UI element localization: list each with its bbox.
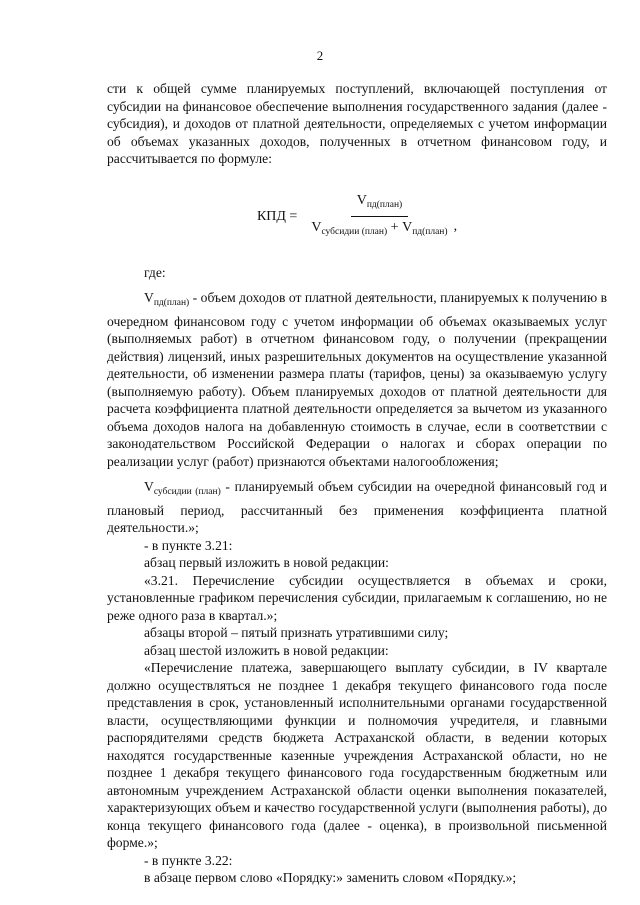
- definition-vpd: [107, 289, 607, 470]
- definition-vsubsidy: [107, 478, 607, 537]
- formula-den-sub1: субсидии (план): [321, 227, 388, 237]
- item-3-21-a: абзац первый изложить в новой редакции:: [144, 555, 389, 570]
- formula-den-var1: V: [311, 220, 322, 235]
- formula-num-sub: пд(план): [366, 199, 403, 210]
- formula-lhs: КПД =: [256, 208, 298, 224]
- formula-den-var2: V: [402, 220, 413, 235]
- formula-fraction: [305, 192, 453, 242]
- page-number: 2: [316, 48, 324, 63]
- item-3-21-b: «3.21. Перечисление субсидии осуществляется в объемах и сроки, установленные графиком перечисления субсидии, прилагаемым к соглашению, но не реже одного раза в квартал.»;: [107, 572, 607, 623]
- def1-text: - объем доходов от платной деятельности, планируемых к получению в очередном финансовом году с учетом информации об объемах оказываемых услуг (выполняемых работ) в отчетном финансовом году, о получении (прекращении действия) лицензий, иных разрешительных документов на осуществление указанной деятельности, об изменении размера платы (тарифов, цены) за оказываемую услугу (выполняемую работу). Объем планируемых доходов от платной деятельности для расчета коэффициента платной деятельности определяется за вычетом из указанного объема доходов налога на добавленную стоимость в случае, если в соответствии с законодательством Российской Федерации о налогах и сборах операции по реализации услуг (работ) признаются объектами налогообложения;: [107, 290, 607, 469]
- formula-comma: ,: [453, 219, 458, 234]
- formula-numerator: [351, 192, 409, 218]
- document-body: [107, 80, 607, 887]
- formula-kpd: [107, 192, 607, 242]
- where-label: где:: [144, 264, 166, 280]
- item-3-21-e: «Перечисление платежа, завершающего выплату субсидии, в IV квартале должно осуществляться не позднее 1 декабря текущего финансового года после представления в срок, установленный исполнительными органами государственной власти, осуществляющими функции и полномочия учредителя, и главными распорядителями средств бюджета Астраханской области, в ведении которых находятся государственные казенные учреждения Астраханской области, но не позднее 1 декабря текущего финансового года государственным бюджетным или автономным учреждением Астраханской области оценки выполнения показателей, характеризующих объем и качество государственной услуги (выполнения работы), до конца текущего финансового года (далее - оценка), в произвольной письменной форме.»;: [107, 660, 607, 850]
- formula-denominator: [305, 217, 453, 242]
- formula-den-sub2: пд(план): [412, 227, 448, 237]
- def2-text: - планируемый объем субсидии на очередной финансовый год и плановый период, рассчитанный без применения коэффициента платной деятельности.»;: [107, 479, 607, 535]
- formula-num-var: V: [356, 192, 367, 208]
- def2-var: V: [144, 479, 154, 494]
- item-3-21: - в пункте 3.21:: [144, 537, 233, 553]
- item-3-21-c: абзацы второй – пятый признать утратившими силу;: [144, 625, 449, 640]
- def1-var: V: [144, 290, 154, 305]
- formula-den-plus: +: [387, 220, 403, 235]
- item-3-22-a: в абзаце первом слово «Порядку:» заменить словом «Порядку.»;: [144, 870, 517, 885]
- def1-sub: пд(план): [153, 298, 190, 308]
- item-3-21-d: абзац шестой изложить в новой редакции:: [144, 642, 389, 658]
- paragraph-intro: сти к общей сумме планируемых поступлений, включающей поступления от субсидии на финансовое обеспечение выполнения государственного задания (далее - субсидия), и доходов от платной деятельности, определяемых с учетом информации об объемах указанных доходов, полученных в отчетном финансовом году, и рассчитывается по формуле:: [107, 81, 607, 166]
- item-3-22: - в пункте 3.22:: [144, 852, 233, 868]
- def2-sub: субсидии (план): [153, 487, 221, 497]
